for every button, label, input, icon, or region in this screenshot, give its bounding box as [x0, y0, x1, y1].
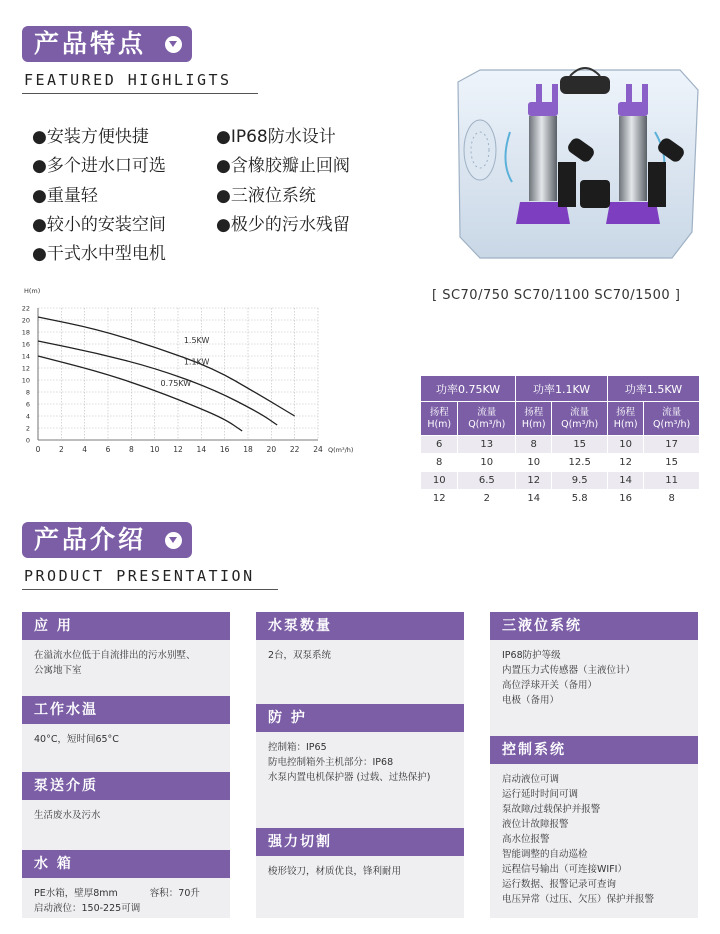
table-cell: 17: [644, 436, 700, 454]
feature-item: ●较小的安装空间: [32, 215, 166, 235]
info-heading: 应 用: [22, 612, 230, 640]
x-tick-label: 6: [105, 445, 111, 454]
y-tick-label: 14: [21, 352, 30, 361]
table-cell: 16: [608, 490, 644, 508]
info-text: 高位浮球开关（备用）: [502, 680, 598, 691]
table-cell: 10: [421, 472, 458, 490]
performance-chart: [14, 284, 374, 464]
table-cell: 12.5: [552, 454, 608, 472]
series-label: 1.1KW: [183, 357, 210, 367]
feature-item: ●极少的污水残留: [216, 215, 350, 235]
y-tick-label: 6: [25, 400, 30, 409]
y-tick-label: 18: [21, 328, 30, 337]
x-tick-label: 24: [313, 445, 323, 454]
series-line: [38, 356, 242, 431]
section-title-text: 产品特点: [34, 29, 147, 58]
divider: [22, 589, 278, 590]
info-column-3: [490, 612, 698, 918]
table-row: [421, 490, 700, 508]
table-cell: 8: [644, 490, 700, 508]
table-cell: 14: [608, 472, 644, 490]
table-cell: 10: [516, 454, 552, 472]
table-cell: 11: [644, 472, 700, 490]
table-cell: 2: [458, 490, 516, 508]
section-title-features: [22, 26, 192, 62]
table-cell: 8: [421, 454, 458, 472]
series-line: [38, 341, 277, 425]
feature-item: ●安装方便快捷: [32, 127, 149, 147]
x-tick-label: 0: [35, 445, 41, 454]
info-text: 防电控制箱外主机部分：IP68: [268, 757, 394, 768]
y-tick-label: 22: [21, 304, 30, 313]
product-image: [440, 62, 705, 267]
model-label: [ SC70/750 SC70/1100 SC70/1500 ]: [432, 288, 681, 303]
info-heading: 三液位系统: [490, 612, 698, 640]
info-text: IP68防护等级: [502, 650, 561, 661]
table-cell: 6: [421, 436, 458, 454]
info-heading: 水 箱: [22, 850, 230, 878]
table-cell: 13: [458, 436, 516, 454]
info-text: 运行延时时间可调: [502, 789, 579, 800]
x-axis-label: Q(m³/h): [328, 446, 354, 454]
feature-item: ●多个进水口可选: [32, 156, 166, 176]
info-heading: 控制系统: [490, 736, 698, 764]
x-tick-label: 20: [266, 445, 277, 454]
table-cell: 15: [552, 436, 608, 454]
info-heading: 防 护: [256, 704, 464, 732]
x-tick-label: 2: [58, 445, 64, 454]
table-cell: 12: [608, 454, 644, 472]
info-text: 高水位报警: [502, 834, 550, 845]
info-text: 水泵内置电机保护器 (过载、过热保护): [268, 772, 431, 783]
table-cell: 6.5: [458, 472, 516, 490]
info-text: 泵故障/过载保护并报警: [502, 804, 601, 815]
table-col-header: 扬程 H(m): [608, 402, 644, 436]
table-cell: 12: [421, 490, 458, 508]
table-cell: 10: [458, 454, 516, 472]
info-text: 2台，双泵系统: [268, 650, 332, 661]
info-heading: 水泵数量: [256, 612, 464, 640]
y-tick-label: 8: [25, 388, 30, 397]
info-column-2: [256, 612, 464, 918]
table-row: [421, 436, 700, 454]
feature-item: ●含橡胶瓣止回阀: [216, 156, 350, 176]
y-tick-label: 4: [25, 412, 30, 421]
info-text: 在溢流水位低于自流排出的污水别墅、: [34, 650, 196, 661]
section-subtitle-features: FEATURED HIGHLIGTS: [24, 71, 232, 89]
section-title-text: 产品介绍: [34, 525, 147, 554]
y-tick-label: 2: [25, 424, 30, 433]
x-tick-label: 10: [149, 445, 160, 454]
feature-item: ●重量轻: [32, 186, 98, 206]
spec-table: [420, 375, 700, 508]
table-group-header: 功率1.5KW: [608, 376, 700, 402]
feature-item: ●IP68防水设计: [216, 127, 336, 147]
x-tick-label: 4: [82, 445, 88, 454]
table-cell: 14: [516, 490, 552, 508]
x-tick-label: 16: [219, 445, 230, 454]
info-text: 远程信号输出（可连接WIFI）: [502, 864, 627, 875]
x-tick-label: 14: [196, 445, 207, 454]
table-row: [421, 472, 700, 490]
chevron-down-icon: [165, 36, 182, 53]
info-text: 智能调整的自动巡检: [502, 849, 588, 860]
y-tick-label: 0: [25, 436, 30, 445]
info-text: 运行数据、报警记录可查询: [502, 879, 617, 890]
table-row: [421, 454, 700, 472]
info-text: 液位计故障报警: [502, 819, 569, 830]
info-text: 40°C，短时间65°C: [34, 734, 119, 745]
info-text: 启动液位可调: [502, 774, 560, 785]
y-tick-label: 20: [21, 316, 30, 325]
table-col-header: 流量 Q(m³/h): [552, 402, 608, 436]
x-tick-label: 18: [243, 445, 253, 454]
table-cell: 12: [516, 472, 552, 490]
chevron-down-icon: [165, 532, 182, 549]
info-text: 内置压力式传感器（主液位计）: [502, 665, 636, 676]
info-text: 公寓地下室: [34, 665, 82, 676]
x-tick-label: 8: [128, 445, 134, 454]
series-label: 0.75KW: [160, 379, 192, 388]
info-column-1: [22, 612, 230, 918]
table-cell: 9.5: [552, 472, 608, 490]
info-heading: 工作水温: [22, 696, 230, 724]
table-cell: 15: [644, 454, 700, 472]
feature-item: ●三液位系统: [216, 186, 316, 206]
divider: [22, 93, 258, 94]
info-text: 电极（备用）: [502, 695, 560, 706]
table-col-header: 流量 Q(m³/h): [644, 402, 700, 436]
y-axis-label: H(m): [24, 287, 41, 295]
info-heading: 强力切割: [256, 828, 464, 856]
y-tick-label: 12: [21, 364, 30, 373]
table-group-header: 功率0.75KW: [421, 376, 516, 402]
series-label: 1.5KW: [183, 335, 210, 345]
info-text: PE水箱，壁厚8mm 容积：70升: [34, 888, 200, 899]
info-text: 梭形铰刀，材质优良，锋利耐用: [268, 866, 402, 877]
y-tick-label: 10: [21, 376, 30, 385]
section-subtitle-presentation: PRODUCT PRESENTATION: [24, 567, 255, 585]
table-group-header: 功率1.1KW: [516, 376, 608, 402]
table-col-header: 扬程 H(m): [516, 402, 552, 436]
y-tick-label: 16: [21, 340, 30, 349]
info-text: 启动液位：150-225可调: [34, 903, 141, 914]
x-tick-label: 22: [289, 445, 300, 454]
info-text: 控制箱：IP65: [268, 742, 327, 753]
table-col-header: 流量 Q(m³/h): [458, 402, 516, 436]
section-title-presentation: [22, 522, 192, 558]
table-cell: 10: [608, 436, 644, 454]
table-cell: 5.8: [552, 490, 608, 508]
info-text: 电压异常（过压、欠压）保护并报警: [502, 894, 655, 905]
x-tick-label: 12: [173, 445, 183, 454]
table-cell: 8: [516, 436, 552, 454]
info-text: 生活废水及污水: [34, 810, 101, 821]
feature-item: ●干式水中型电机: [32, 244, 166, 264]
table-col-header: 扬程 H(m): [421, 402, 458, 436]
info-heading: 泵送介质: [22, 772, 230, 800]
